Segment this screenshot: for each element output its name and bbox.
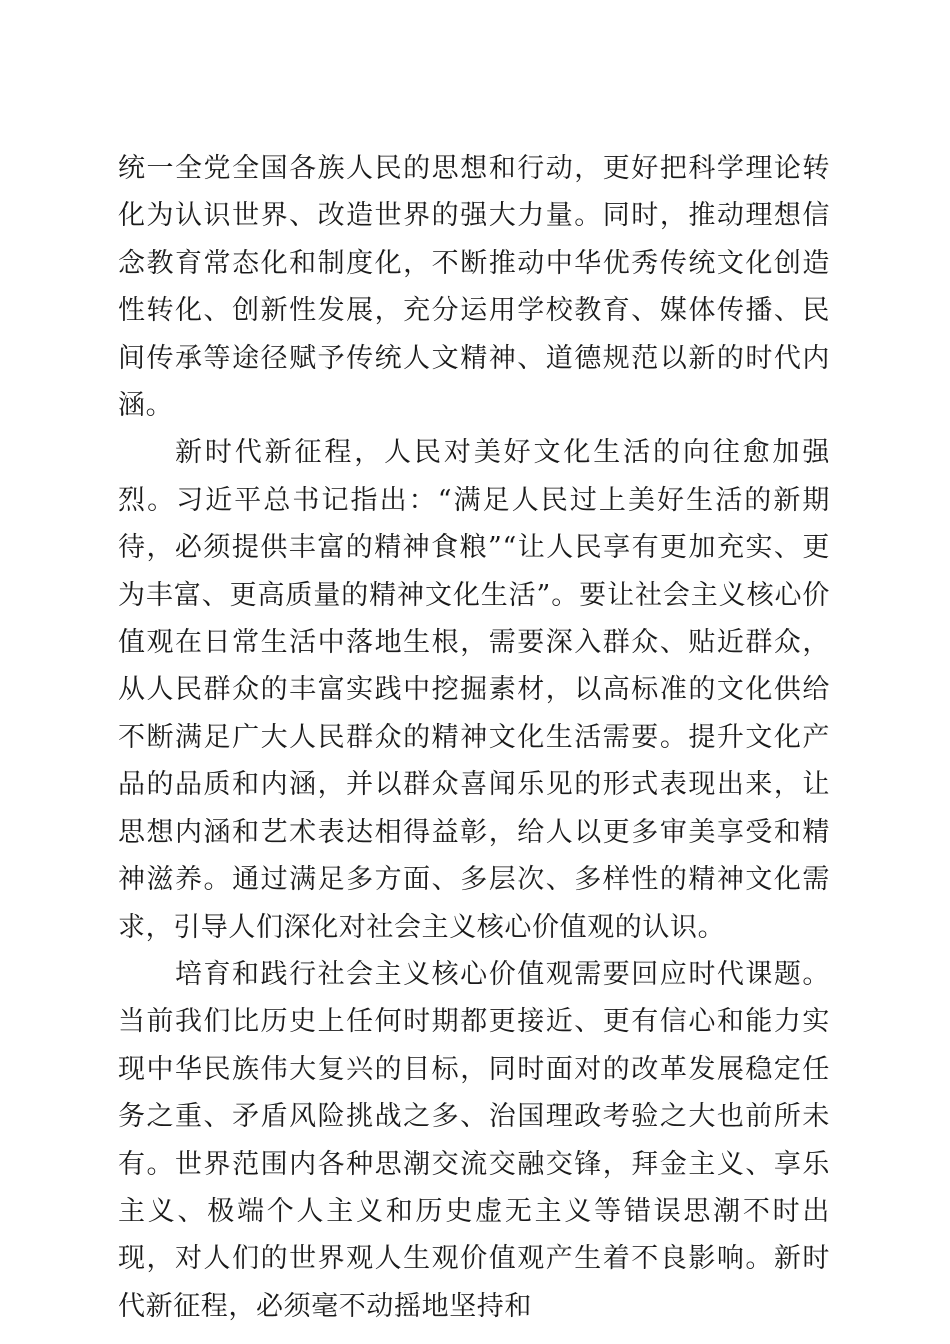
paragraph-cultural-life: 新时代新征程，人民对美好文化生活的向往愈加强烈。习近平总书记指出：“满足人民过上美好生活的新期待，必须提供丰富的精神食粮”“让人民享有更加充实、更为丰富、更高质量的精神文化生活”。要让社会主义核心价值观在日常生活中落地生根，需要深入群众、贴近群众，从人民群众的丰富实践中挖掘素材，以高标准的文化供给不断满足广大人民群众的精神文化生活需要。提升文化产品的品质和内涵，并以群众喜闻乐见的形式表现出来，让思想内涵和艺术表达相得益彰，给人以更多审美享受和精神滋养。通过满足多方面、多层次、多样性的精神文化需求，引导人们深化对社会主义核心价值观的认识。 (118, 437, 830, 943)
paragraph-continuation: 统一全党全国各族人民的思想和行动，更好把科学理论转化为认识世界、改造世界的强大力量。同时，推动理想信念教育常态化和制度化，不断推动中华优秀传统文化创造性转化、创新性发展，充分运用学校教育、媒体传播、民间传承等途径赋予传统人文精神、道德规范以新的时代内涵。 (118, 153, 830, 422)
document-page (118, 145, 830, 1330)
paragraph-era-topics: 培育和践行社会主义核心价值观需要回应时代课题。当前我们比历史上任何时期都更接近、更有信心和能力实现中华民族伟大复兴的目标，同时面对的改革发展稳定任务之重、矛盾风险挑战之多、治国理政考验之大也前所未有。世界范围内各种思潮交流交融交锋，拜金主义、享乐主义、极端个人主义和历史虚无主义等错误思潮不时出现，对人们的世界观人生观价值观产生着不良影响。新时代新征程，必须毫不动摇地坚持和 (118, 958, 830, 1322)
